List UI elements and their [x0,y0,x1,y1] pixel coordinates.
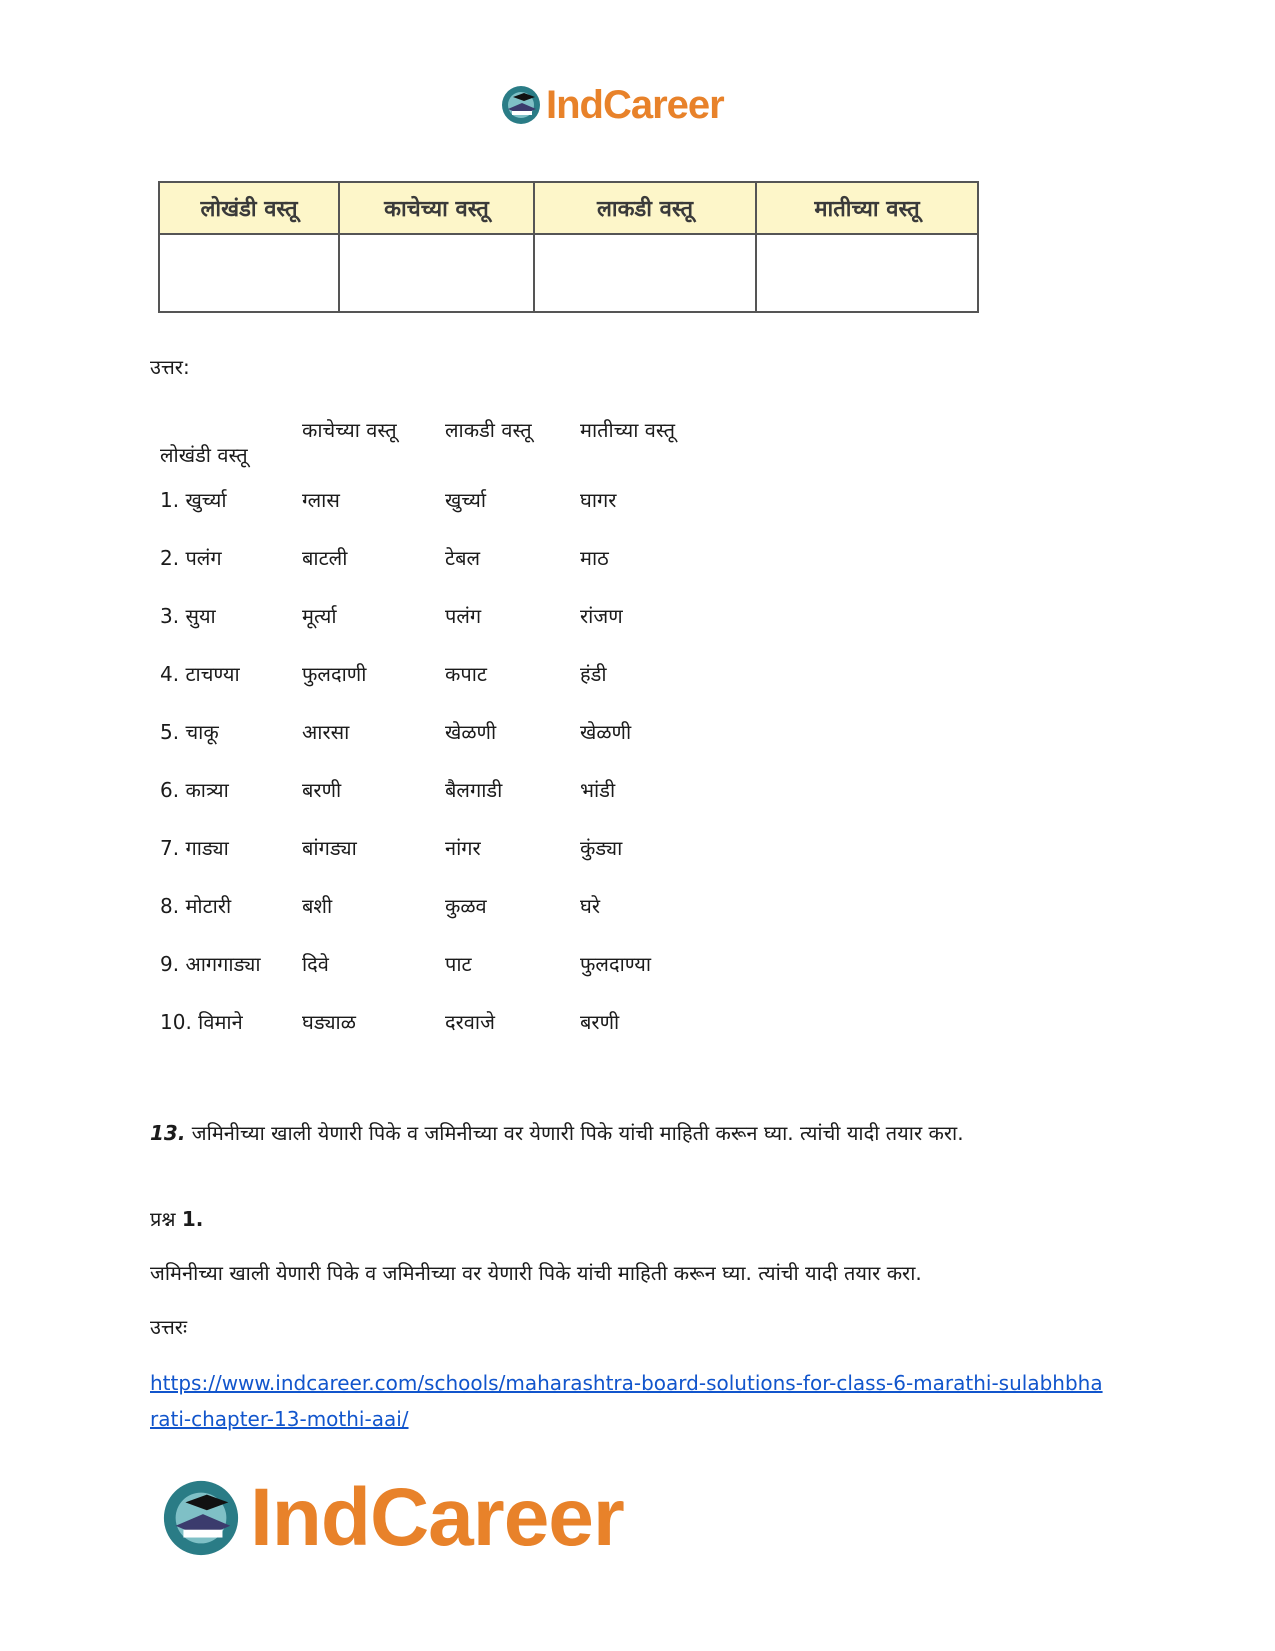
table-cell: 1. खुर्च्या [160,488,227,512]
header-clay-items: मातीच्या वस्तू [756,182,978,234]
answer-header-cell: लोखंडी वस्तू [160,443,248,467]
table-row [160,543,720,601]
table-cell: खुर्च्या [445,488,487,512]
table-cell: फुलदाण्या [580,952,652,976]
header-glass-items: काचेच्या वस्तू [339,182,534,234]
blank-cell [339,234,534,312]
table-cell: खेळणी [580,720,632,744]
table-cell: भांडी [580,778,616,802]
table-row [160,775,720,833]
table-cell: 10. विमाने [160,1010,243,1034]
table-cell: 9. आगगाड्या [160,952,261,976]
table-cell: घागर [580,488,617,512]
table-cell: आरसा [302,720,350,744]
table-cell: पलंग [445,604,482,628]
table-cell: रांजण [580,604,623,628]
table-cell: बाटली [302,546,348,570]
answer-label-2: उत्तरः [150,1315,187,1339]
table-cell: 4. टाचण्या [160,662,240,686]
table-cell: 2. पलंग [160,546,222,570]
table-cell: घरे [580,894,600,918]
table-cell: 8. मोटारी [160,894,232,918]
prashna-label: प्रश्न [150,1207,182,1231]
worksheet-table [158,181,979,313]
table-row [160,891,720,949]
source-link[interactable]: https://www.indcareer.com/schools/maharashtra-board-solutions-for-class-6-marathi-sulabhbharati-chapter-13-mothi-aai/ [150,1371,1103,1431]
brand-name: IndCareer [546,82,724,127]
graduation-book-icon [500,84,542,126]
table-row [160,601,720,659]
blank-cell [534,234,756,312]
table-cell: ग्लास [302,488,340,512]
table-row [160,949,720,1007]
header-wood-items: लाकडी वस्तू [534,182,756,234]
table-cell: बरणी [302,778,342,802]
answer-label: उत्तर: [150,355,190,379]
table-cell: 7. गाड्या [160,836,229,860]
table-cell: कुळव [445,894,487,918]
table-cell: दिवे [302,952,329,976]
table-cell: पाट [445,952,472,976]
table-cell: दरवाजे [445,1010,495,1034]
table-cell: बशी [302,894,333,918]
table-row [160,485,720,543]
table-row [160,717,720,775]
question-13 [150,1117,1110,1149]
table-cell: कुंड्या [580,836,623,860]
table-cell: 6. कात्र्या [160,778,229,802]
answer-header-cell: मातीच्या वस्तू [580,418,676,442]
table-cell: नांगर [445,836,481,860]
prashna-number: 1. [181,1207,204,1231]
blank-cell [756,234,978,312]
answer-table [160,415,720,1065]
table-row [160,833,720,891]
table-cell: कपाट [445,662,487,686]
table-cell: खेळणी [445,720,497,744]
table-cell: बरणी [580,1010,620,1034]
table-row [160,1007,720,1065]
table-cell: फुलदाणी [302,662,367,686]
indcareer-logo-top [500,80,724,130]
answer-header-cell: काचेच्या वस्तू [302,418,397,442]
table-cell: 5. चाकू [160,720,219,744]
blank-cell [159,234,339,312]
indcareer-logo-bottom [160,1470,624,1565]
graduation-book-icon [160,1477,242,1559]
answer-header-cell: लाकडी वस्तू [445,418,532,442]
brand-name: IndCareer [250,1471,624,1563]
prashna-heading [150,1203,1110,1235]
question-text: जमिनीच्या खाली येणारी पिके व जमिनीच्या वर येणारी पिके यांची माहिती करून घ्या. त्यांची यादी तयार करा. [185,1121,964,1145]
table-cell: मूर्त्या [302,604,337,628]
table-cell: 3. सुया [160,604,216,628]
table-cell: टेबल [445,546,481,570]
table-cell: बैलगाडी [445,778,503,802]
answer-header-row [160,415,720,485]
table-row [160,659,720,717]
table-cell: माठ [580,546,609,570]
table-cell: बांगड्या [302,836,357,860]
question-number: 13. [150,1121,186,1145]
table-cell: हंडी [580,662,607,686]
table-cell: घड्याळ [302,1010,356,1034]
header-iron-items: लोखंडी वस्तू [159,182,339,234]
question-repeat: जमिनीच्या खाली येणारी पिके व जमिनीच्या वर येणारी पिके यांची माहिती करून घ्या. त्यांची यादी तयार करा. [150,1261,922,1285]
